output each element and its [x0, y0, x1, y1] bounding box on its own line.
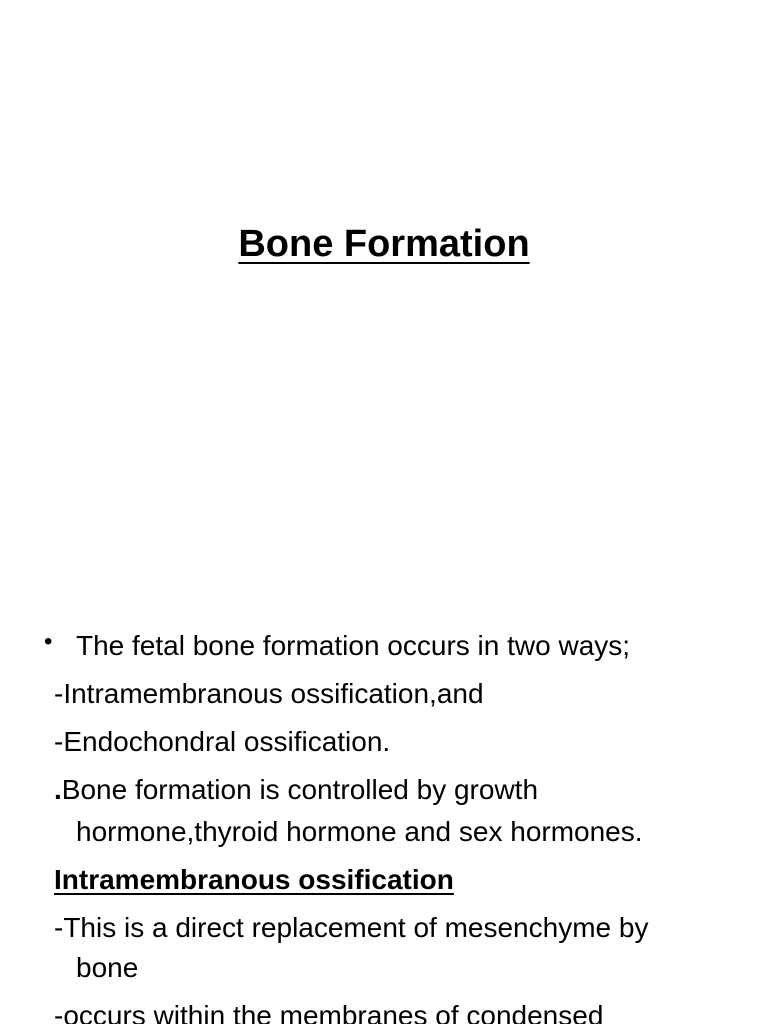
bullet-text: The fetal bone formation occurs in two ways;	[76, 630, 631, 661]
control-line-1	[54, 770, 538, 810]
section-heading: Intramembranous ossification	[54, 864, 454, 895]
bullet-icon: •	[44, 628, 53, 655]
way-intramembranous: -Intramembranous ossification,and	[54, 678, 484, 709]
control-line-1-text: Bone formation is controlled by growth	[61, 774, 539, 805]
occurs-line: -occurs within the membranes of condensed	[54, 1000, 604, 1024]
way-endochondral: -Endochondral ossification.	[54, 726, 391, 757]
definition-line-1: -This is a direct replacement of mesenchyme by	[54, 912, 649, 943]
definition-line-2: bone	[76, 952, 139, 983]
control-line-2: hormone,thyroid hormone and sex hormones.	[76, 816, 643, 847]
slide-title: Bone Formation	[238, 223, 530, 265]
lead-dot: .	[54, 774, 62, 805]
